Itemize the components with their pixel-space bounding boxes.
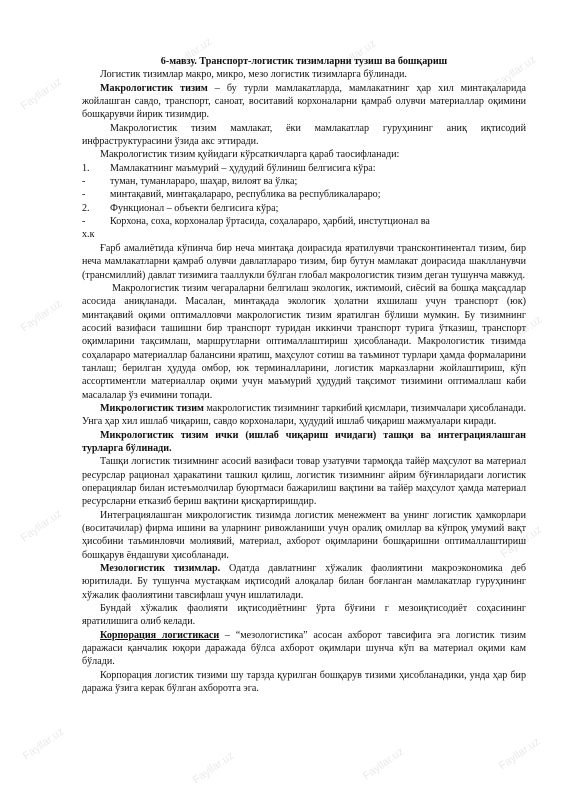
list-text: туман, туманлараро, шаҳар, вилоят ва ўлка; (110, 176, 298, 188)
watermark: Fayllar.uz (332, 37, 379, 75)
watermark: Fayllar.uz (496, 735, 543, 773)
paragraph (82, 562, 526, 602)
paragraph: Интеграциялашган микрологистик тизимда логистик менежмент ва унинг логистик ҳамкорлари (воситачилар) фирма ишини ва уларнинг ривожланиши учун оралиқ омиллар ва кўпроқ умумий вақт ҳисобини таъминловчи молиявий, материал, ахборот оқимларини бошқаришни оптималлаштириш бошқарув ёндашуви ҳисобланади. (82, 509, 526, 561)
list-marker: 1. (82, 162, 90, 174)
page-title: 6-мавзу. Транспорт-логистик тизимларни тузиш ва бошқариш (160, 56, 448, 67)
paragraph: Бундай хўжалик фаолияти иқтисодиётнинг ўрта бўғини г мезоиқтисодиёт соҳасининг яратилишига олиб келади. (82, 603, 526, 628)
list-item (82, 215, 526, 228)
paragraph-text: Одатда давлатнинг хўжалик фаолиятини макроэкономика деб юритилади. Бу тушунча мустақкам иқтисодий алоқалар билан боғланган мамлакатлар гуруҳининг хўжалик фаолиятини тавсифлаш учун ишлатилади. (82, 563, 527, 601)
list-text: Корхона, соха, корхоналар ўртасида, соҳалараро, ҳарбий, инстутционал ва (110, 216, 430, 228)
paragraph: Макрологистик тизим мамлакат, ёки мамлакатлар гуруҳининг аниқ иқтисодий инфраструктурасини ўзида акс эттиради. (82, 122, 526, 148)
paragraph: Макрологистик тизим қуйидаги кўрсаткичларга қараб таосифланади: (100, 149, 400, 161)
paragraph (82, 82, 526, 122)
term-corporate-logistics: Корпорация логистикаси (100, 629, 220, 641)
watermark: Fayllar.uz (360, 745, 407, 783)
list-marker: - (82, 189, 86, 201)
watermark: Fayllar.uz (168, 35, 215, 73)
paragraph-text: – “мезологистика” асосан ахборот тавсифига эга логистик тизим даражаси қанчалик юқори даражада бўлса ахборот оқимлари шунча кўп ва материал оқими кам бўлади. (82, 629, 527, 668)
paragraph: Макрологистик тизим чегараларни белгилаш экологик, ижтимоий, сиёсий ва бошқа мақсадлар асосида аниқланади. Масалан, минтақада экологик ҳолатни яхшилаш учун транспорт (юк) минтақавий оқими оптималловчи макрологистик тизим яратилган бўлиши мумкин. Бу тизимнинг асосий вазифаси ташишни бир транспорт туридан иккинчи транспорт турига ўтказиш, транспорт оқимларини тақсимлаш, маршрутларни оптималлаштириш ҳисобланади. Макрологистик тизимда соҳалараро материаллар балансини яратиш, маҳсулот сотиш ва таъминот турлари ҳамда формаларини танлаш; берилган ҳудуда омбор, юк терминалларини, логистик марказларни жойлаштириш, кўп ассортиментли материаллар оқими учун маъмурий ҳудудий тақсимот тизимини оптималлаш каби масалалар ўз ечимини топади. (82, 282, 526, 401)
term-micrologistic: Микрологистик тизим (100, 402, 204, 414)
paragraph (82, 629, 526, 669)
list-text: минтақавий, минтақалараро, республика ва республикалараро; (110, 189, 381, 201)
section-heading: Микрологистик тизим ички (ишлаб чиқариш ичидаги) ташқи ва интеграциялашган турларга бўлинади. (82, 429, 526, 454)
list-marker: - (82, 176, 86, 188)
document-body (82, 55, 526, 696)
paragraph: Ғарб амалиётида кўпинча бир неча минтақа доирасида яратилувчи трансконтинентал тизим, бир неча мамлакатларни қамраб олувчи давлатлараро тизим, бир бутун мамлакат доирасида шаклланувчи (трансмиллий) давлат тизимига тааллукли бўлган глобал макрологистик тизим деган тушунча мавжуд. (82, 242, 526, 281)
watermark: Fayllar.uz (492, 53, 539, 91)
paragraph: Логистик тизимлар макро, микро, мезо логистик тизимларга бўлинади. (100, 69, 407, 81)
paragraph: х.к (82, 229, 95, 241)
watermark: Fayllar.uz (498, 523, 545, 561)
watermark: Fayllar.uz (18, 507, 65, 545)
watermark: Fayllar.uz (498, 313, 545, 351)
list-text: Мамлакатнинг маъмурий – ҳудудий бўлиниш белгисига кўра: (110, 162, 376, 174)
paragraph (82, 402, 526, 429)
paragraph-text: макрологистик тизимнинг таркибий қисмлари, тизимчалари ҳисобланади. Унга ҳар хил ишлаб чиқариш, савдо корхоналари, ҳудудий ишлаб чиқариш мажмуалари киради. (82, 402, 526, 428)
watermark: Fayllar.uz (18, 297, 65, 335)
watermark: Fayllar.uz (190, 749, 237, 787)
term-mesologistic: Мезологистик тизимлар. (100, 563, 221, 575)
paragraph: Корпорация логистик тизими шу тарзда қурилган бошқарув тизими ҳисобланадики, унда ҳар бир даража ўзига керак бўлган ахборотга эга. (82, 669, 526, 695)
term-macrologistic: Макрологистик тизим (100, 82, 208, 94)
watermark: Fayllar.uz (18, 75, 65, 113)
list-text: Функционал – объекти белгисига кўра; (110, 202, 279, 214)
list-marker: - (82, 216, 86, 228)
list-marker: 2. (82, 202, 90, 214)
paragraph-text: – бу турли мамлакатларда, мамлакатнинг ҳар хил минтақаларида жойлашган савдо, транспорт, саноат, воситавий корхоналарни қамраб олувчи материаллар оқимини бошқарувчи йирик тизимдир. (82, 82, 526, 121)
watermark: Fayllar.uz (20, 725, 67, 763)
list-item (82, 175, 526, 188)
list-item (82, 202, 526, 215)
list-item (82, 162, 526, 175)
paragraph: Ташқи логистик тизимнинг асосий вазифаси товар узатувчи тармоқда тайёр маҳсулот ва материал ресурслар рационал ҳаракатини ташкил қилиш, логистик тизимнинг айрим бўғинларидаги логистик операциялар билан истеъмолчилар буюртмаси бажарилиш вақтини ва тайёр маҳсулот ҳамда материал ресурсларни етказиб бериш вақтини қисқартиришдир. (82, 456, 526, 508)
list-item (82, 188, 526, 201)
